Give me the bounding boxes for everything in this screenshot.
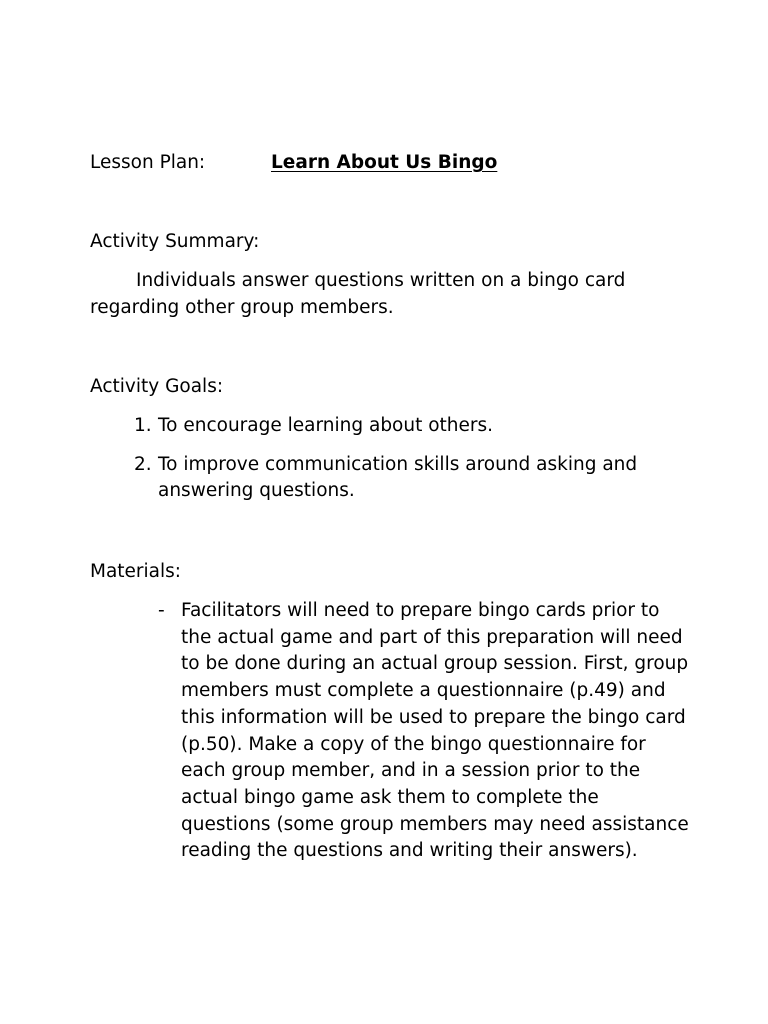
list-item-number: 1.	[134, 415, 152, 436]
list-item-number: 2.	[134, 453, 152, 475]
lesson-plan-row	[90, 150, 730, 178]
materials-list	[90, 598, 690, 865]
list-item	[90, 413, 690, 440]
list-item-text: Facilitators will need to prepare bingo cards prior to the actual game and part of this preparation will need to be done during an actual group session. First, group members must complete a questionnaire (p.49) and this information will be used to prepare the bingo card (p.50). Make a copy of the bingo questionnaire for each group member, and in a session prior to the actual bingo game ask them to complete the questions (some group members may need assistance reading the questions and writing their answers).	[181, 600, 689, 862]
materials-heading: Materials:	[90, 561, 182, 582]
list-item-text: To improve communication skills around asking and answering questions.	[158, 453, 638, 502]
list-item-text: To encourage learning about others.	[158, 415, 494, 436]
lesson-title: Learn About Us Bingo	[271, 152, 498, 173]
activity-summary-heading: Activity Summary:	[90, 231, 260, 252]
activity-summary-text: Individuals answer questions written on a bingo card regarding other group members.	[90, 270, 626, 318]
list-item	[90, 452, 690, 505]
lesson-plan-label: Lesson Plan:	[90, 152, 206, 173]
list-item-bullet: -	[158, 600, 165, 621]
list-item	[90, 598, 690, 865]
activity-goals-list	[90, 413, 690, 517]
activity-goals-heading: Activity Goals:	[90, 376, 224, 397]
